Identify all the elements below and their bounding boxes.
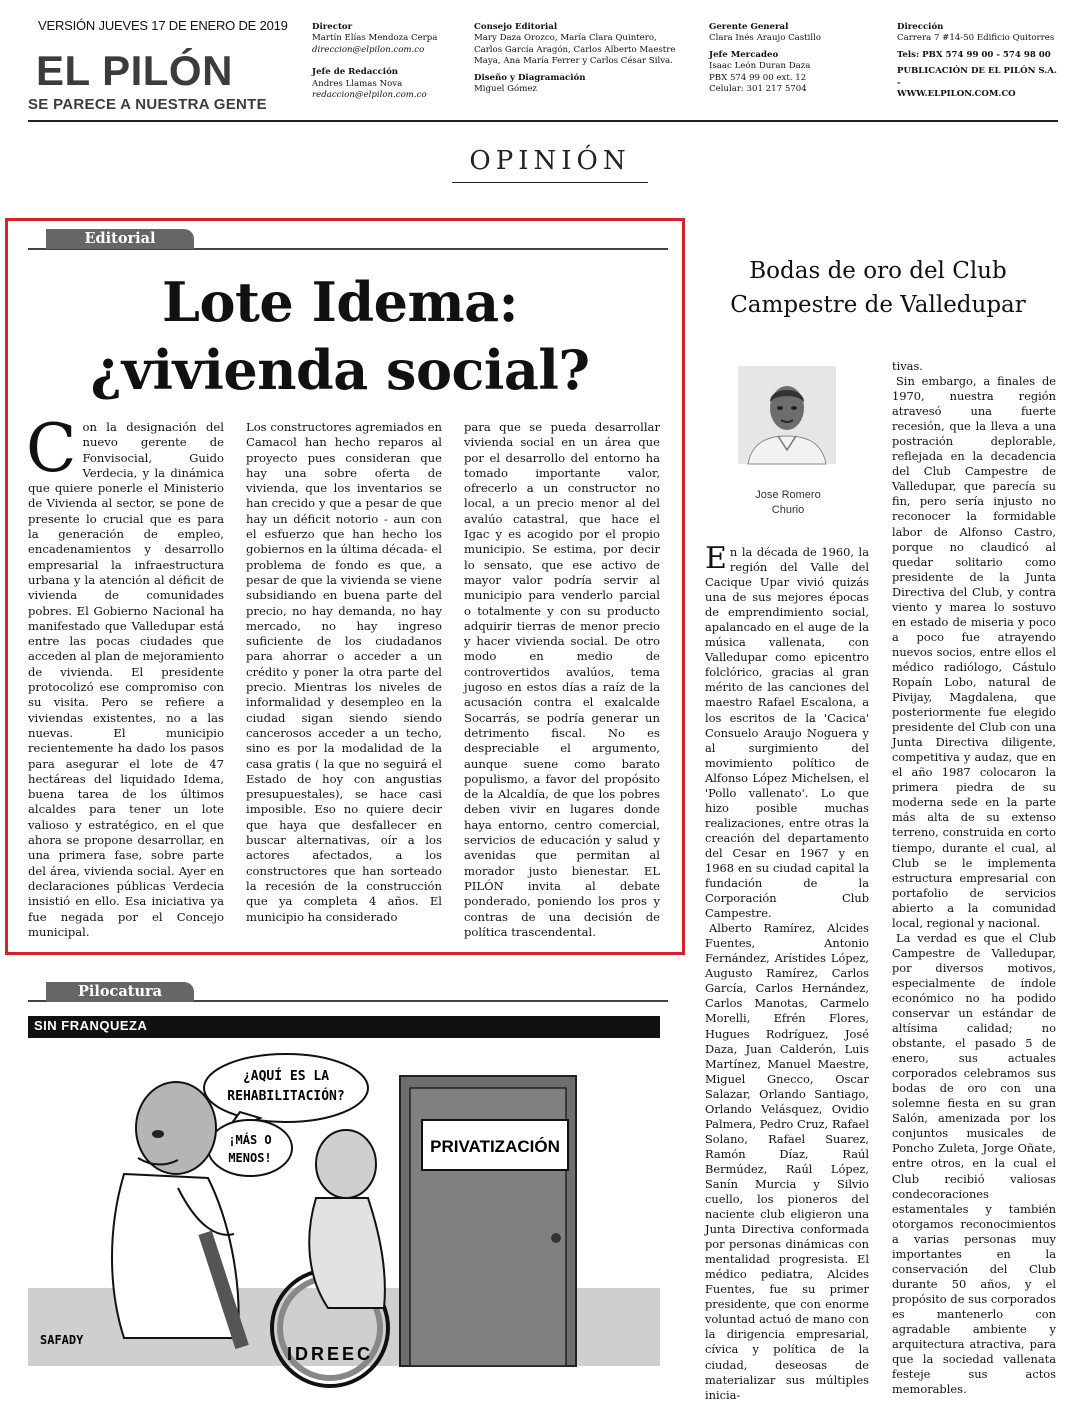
diseno-name: Miguel Gómez	[474, 84, 537, 95]
gerente-label: Gerente General	[709, 22, 789, 32]
cartoon-drawing-icon	[28, 1038, 660, 1366]
jefe-redaccion-email[interactable]: redaccion@elpilon.com.co	[312, 90, 427, 101]
newspaper-slogan: SE PARECE A NUESTRA GENTE	[28, 96, 267, 113]
column-text-2-paragraph-1: Sin embargo, a finales de 1970, nuestra región atravesó una fuerte recesión, que la lleva a una postración deplorable, reflejada en la decadencia del Club Campestre de Valledupar, que parecía su fin, pero sería injusto no reconocer la formidable labor de Alfonso Castro, porque no claudicó al quedar solitario como presidente de la Junta Directiva del Club, y contra viento y marea lo sostuvo en estado de miseria y poco a poco fue atrayendo nuevos socios, entre ellos el médico radiólogo, Cástulo Ropaín Lobo, natural de Pivijay, Magdalena, que posteriormente fue elegido presidente del Club con una Junta Directiva diligente, competitiva y audaz, que en el año 1987 colocaron la primera piedra de su moderna sede en la parte más alta de su extenso terreno, construida en corto tiempo, durante el cual, al Club se le implementa estructura empresarial con portafolio de servicios abierto a la comunidad local, regional y nacional.	[892, 374, 1056, 930]
consejo-line: Carlos García Aragón, Carlos Alberto Maestre	[474, 44, 676, 55]
editorial-tab: Editorial	[46, 229, 194, 249]
editorial-column-1	[26, 410, 224, 940]
mercadeo-name: Isaac León Duran Daza	[709, 61, 811, 72]
jefe-redaccion-label: Jefe de Redacción	[312, 67, 399, 78]
column-text-2-paragraph-2: La verdad es que el Club Campestre de Valledupar, por diversos motivos, especialmente de índole económico no ha podido conservar un estándar de altísima calidad; no obstante, el pasado 5 de enero, sus actuales corporados celebramos sus bodas de oro con una solemne fiesta en su gran Salón, amenizada por los conjuntos musicales de Poncho Zuleta, Jorge Oñate, entre otros, en la cual el Club recibió valiosas condecoraciones estamentales y también otorgamos reconocimientos a varias personas muy importantes en la conservación del Club durante 50 años, y el propósito de sus corporados es mantenerlo con agradable ambiente y arquitectura atractiva, para que la sociedad vallenata festeje sus actos memorables.	[892, 930, 1056, 1397]
staff-column-gerente	[709, 22, 821, 95]
staff-column-director	[312, 22, 437, 101]
director-email[interactable]: direccion@elpilon.com.co	[312, 44, 425, 55]
consejo-line: Mary Daza Orozco, María Clara Quintero,	[474, 33, 657, 44]
director-label: Director	[312, 22, 353, 32]
editorial-column-1-text: on la designación del nuevo gerente de Fonvisocial, Guido Verdecia, y la dinámica que quiere ponerle el Ministerio de Vivienda al sector, se pone de presente lo crucial que es para la generación de empleo, encadenamientos y desarrollo empresarial la infraestructura urbana y la atención al déficit de vivienda de comunidades pobres. El Gobierno Nacional ha manifestado que Valledupar está entre las pocas ciudades que acceden al plan de mejoramiento de vivienda. El presidente protocolizó ese compromiso con su visita. Pero se refiere a viviendas existentes, no a las nuevas. El municipio recientemente ha dado los pasos para asegurar el lote de 47 hectáreas del liquidado Idema, buena tarea de los últimos alcaldes para tener un lote valioso y estratégico, en el que ahora se propone desarrollar, en una primera fase, sobre parte del área, vivienda social. Ayer en declaraciones públicas Verdecia insistió en ello. Esa iniciativa ya fue negada por el Concejo municipal.	[28, 420, 224, 939]
direccion-label: Dirección	[897, 22, 944, 32]
publication-line: PUBLICACIÓN DE EL PILÓN S.A. -	[897, 66, 1057, 88]
bubble-2-line-2: MENOS!	[228, 1151, 272, 1165]
website-link[interactable]: WWW.ELPILON.COM.CO	[897, 89, 1016, 100]
editorial-dropcap: C	[26, 410, 77, 487]
edition-date: VERSIÓN JUEVES 17 DE ENERO DE 2019	[38, 18, 288, 33]
bubble-1-line-2: REHABILITACIÓN?	[227, 1089, 345, 1104]
direccion-value: Carrera 7 #14-50 Edificio Quitorres	[897, 33, 1055, 44]
column-headline-line-2: Campestre de Valledupar	[730, 292, 1026, 318]
gerente-name: Clara Inés Araujo Castillo	[709, 33, 822, 44]
telephones: Tels: PBX 574 99 00 - 574 98 00	[897, 49, 1051, 60]
column-text-1-paragraph-2: Alberto Ramírez, Alcides Fuentes, Antonio Fernández, Arístides López, Augusto Ramírez, Carlos García, Carlos Hernández, Carlos Manotas, Carmelo Morelli, Efrén Flores, Hugues Rodríguez, José Daza, Juan Calderón, Luis Martínez, Manuel Maestre, Miguel Gnecco, Oscar Salazar, Orlando Santiago, Orlando Velásquez, Ovidio Palmera, Pedro Cruz, Rafael Solano, Rafael Suarez, Ramón Díaz, Raúl Bermúdez, Raúl López, Sanín Murcia y Silvio cuello, los pioneros del naciente club eligieron una Junta Directiva conformada por personas dinámicas con mentalidad progresista. El médico pediatra, Alcides Fuentes, fue su primer presidente, que con enorme voluntad actuó de mano con la dirigencia empresarial, cívica y política de la ciudad, deseosas de materializar sus múltiples inicia-	[705, 921, 869, 1402]
cartoon-tab: Pilocatura	[46, 982, 194, 1002]
diseno-label: Diseño y Diagramación	[474, 72, 586, 83]
consejo-label: Consejo Editorial	[474, 22, 558, 32]
masthead-divider	[28, 120, 1058, 122]
author-name-line-1: Jose Romero	[755, 489, 821, 501]
editorial-column-3	[464, 420, 660, 940]
section-title-underline	[452, 182, 648, 183]
editorial-column-2	[246, 420, 442, 925]
jefe-redaccion-name: Andres Llamas Nova	[312, 78, 403, 89]
author-portrait-icon	[738, 366, 836, 464]
bubble-2-line-1: ¡MÁS O	[228, 1133, 272, 1147]
editorial-column-3-text: para que se pueda desarrollar vivienda social en un área que por el desarrollo del entorno ha tomado importante valor, ofrecerlo a un constructor no local, a un precio menor al del avalúo catastral, que hace el Igac y es acogido por el propio municipio. Se estima, por decir lo sensato, que ese activo de mayor valor podría servir al municipio para venderlo parcial o totalmente y con su producto adquirir tierras de menor precio y hacer vivienda social. De otro modo en medio de controvertidos avalúos, tema jugoso en estos días a raíz de la acusación contra el exalcalde Socarrás, se podría generar un detrimento fiscal. No es despreciable el argumento, aunque suene como barato populismo, a favor del propósito de la Alcaldía, de que los pobres deben vivir en lugares donde haya entorno, centro comercial, servicios de educación y salud y avenidas que permitan al morador justo bienestar. EL PILÓN invita al debate ponderado, poniendo los pros y contras de una decisión de política trascendental.	[464, 420, 660, 939]
staff-column-direccion	[897, 22, 1058, 100]
column-dropcap: E	[705, 541, 727, 576]
editorial-headline	[20, 268, 660, 404]
column-text-2	[892, 359, 1056, 1397]
section-title: OPINIÓN	[469, 146, 631, 176]
author-name-line-2: Churio	[771, 504, 805, 516]
cartoonist-signature: SAFADY	[40, 1333, 84, 1347]
column-text-1	[705, 541, 869, 1403]
mercadeo-label: Jefe Mercadeo	[709, 49, 779, 60]
column-text-1-paragraph: n la década de 1960, la región del Valle del Cacique Upar vivió quizás una de sus mejores épocas de emprendimiento social, apalancado en el auge de la música vallenata, con Valledupar como epicentro folclórico, gracias al gran mérito de las canciones del maestro Rafael Escalona, a los escritos de la 'Cacica' Consuelo Araujo Noguera y al surgimiento del movimiento político de Alfonso López Michelsen, el 'Pollo vallenato'. Lo que hizo posible muchas realizaciones, entre otras la creación del departamento del Cesar en 1967 y en 1968 en su ciudad capital la fundación de la Corporación Club Campestre.	[705, 545, 869, 921]
author-byline	[730, 488, 846, 518]
consejo-line: Maya, Ana María Ferrer y Carlos César Silva.	[474, 56, 673, 67]
newspaper-logo[interactable]: EL PILÓN	[36, 47, 233, 94]
mercadeo-cell: Celular: 301 217 5704	[709, 84, 807, 95]
headline-line-2: ¿vivienda social?	[90, 338, 590, 402]
door-sign-text: PRIVATIZACIÓN	[430, 1137, 560, 1156]
director-name: Martín Elías Mendoza Cerpa	[312, 33, 438, 44]
mercadeo-phone: PBX 574 99 00 ext. 12	[709, 72, 807, 83]
author-photo	[738, 366, 836, 464]
column-headline	[700, 254, 1056, 322]
column-headline-line-1: Bodas de oro del Club	[749, 258, 1007, 284]
headline-line-1: Lote Idema:	[161, 270, 519, 334]
bubble-1-line-1: ¿AQUÍ ES LA	[242, 1069, 330, 1084]
editorial-cartoon	[28, 1016, 660, 1366]
cartoon-banner-text: SIN FRANQUEZA	[34, 1018, 148, 1033]
cartoon-banner	[28, 1016, 660, 1038]
staff-column-consejo	[474, 22, 675, 95]
masthead	[28, 14, 1058, 122]
column-text-2-continued: tivas.	[892, 359, 923, 373]
wheel-text: IDREEC	[286, 1344, 374, 1364]
editorial-column-2-text: Los constructores agremiados en Camacol han hecho reparos al proyecto pues consideran que hay una sobre oferta de vivienda, que los inventarios se han crecido y que a pesar de que hay un déficit notorio - aun con el esfuerzo que han hecho los gobiernos en la última década- el problema de fondo es que, a pesar de que la vivienda se viene subsidiando en buena parte del precio, no hay demanda, no hay mercado, no hay ingreso suficiente de los ciudadanos para ahorrar o acceder a un crédito y poner la otra parte del precio. Mientras los niveles de informalidad y desempleo en la ciudad sigan siendo siendo cancerosos acceder a un techo, sino es por la modalidad de la casa gratis ( la que no seguirá el Estado de hoy con angustias presupuestales), se hace casi imposible. Eso no quiere decir que haya que desfallecer en buscar alternativas, oír a los actores afectados, a los constructores que han sorteado la recesión de la construcción que ya completa 4 años. El municipio ha considerado	[246, 420, 442, 924]
